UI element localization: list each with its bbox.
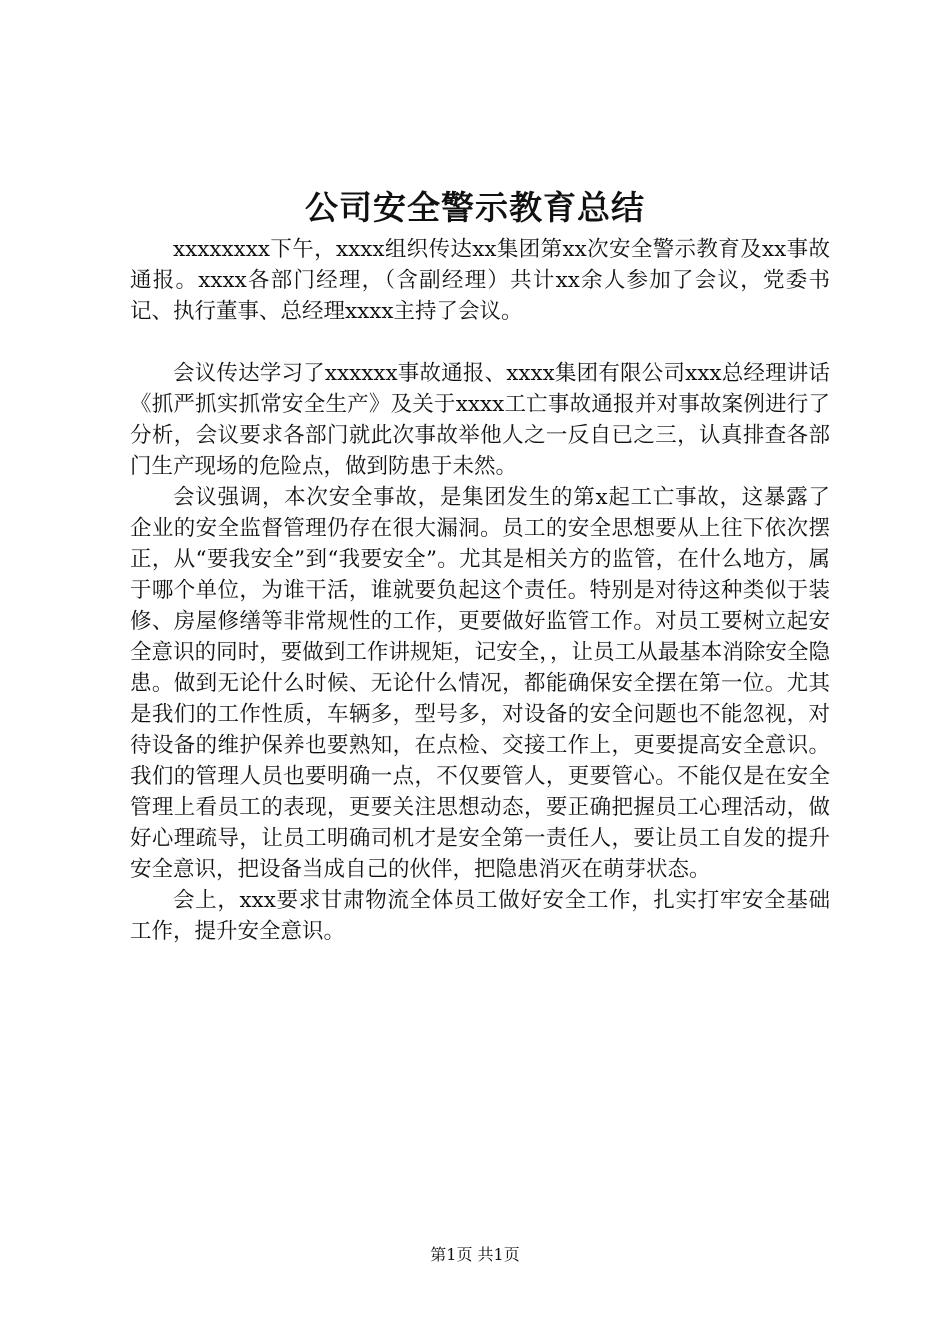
page-footer: 第1页 共1页 bbox=[430, 1245, 520, 1264]
paragraph-meeting-emphasis: 会议强调，本次安全事故，是集团发生的第x起工亡事故，这暴露了企业的安全监督管理仍存在很大漏洞。员工的安全思想要从上往下依次摆正，从“要我安全”到“我要安全”。尤其是相关方的监管，在什么地方，属于哪个单位，为谁干活，谁就要负起这个责任。特别是对待这种类似于装修、房屋修缮等非常规性的工作，更要做好监管工作。对员工要树立起安全意识的同时，要做到工作讲规矩，记安全，，让员工从最基本消除安全隐患。做到无论什么时候、无论什么情况，都能确保安全摆在第一位。尤其是我们的工作性质，车辆多，型号多，对设备的安全问题也不能忽视，对待设备的维护保养也要熟知，在点检、交接工作上，更要提高安全意识。我们的管理人员也要明确一点，不仅要管人，更要管心。不能仅是在安全管理上看员工的表现，更要关注思想动态，要正确把握员工心理活动，做好心理疏导，让员工明确司机才是安全第一责任人，要让员工自发的提升安全意识，把设备当成自己的伙伴，把隐患消灭在萌芽状态。 bbox=[130, 485, 830, 882]
paragraph-meeting-content: 会议传达学习了xxxxxx事故通报、xxxx集团有限公司xxx总经理讲话《抓严抓实抓常安全生产》及关于xxxx工亡事故通报并对事故案例进行了分析，会议要求各部门就此次事故举他人之一反自已之三，认真排查各部门生产现场的危险点，做到防患于未然。 bbox=[130, 361, 830, 479]
paragraph-meeting-requirement: 会上，xxx要求甘肃物流全体员工做好安全工作，扎实打牢安全基础工作，提升安全意识。 bbox=[130, 888, 830, 944]
document-title: 公司安全警示教育总结 bbox=[305, 188, 645, 227]
document-body bbox=[130, 234, 830, 947]
paragraph-meeting-intro: xxxxxxxx下午，xxxx组织传达xx集团第xx次安全警示教育及xx事故通报。xxxx各部门经理，（含副经理）共计xx余人参加了会议，党委书记、执行董事、总经理xxxx主持了会议。 bbox=[130, 237, 830, 324]
